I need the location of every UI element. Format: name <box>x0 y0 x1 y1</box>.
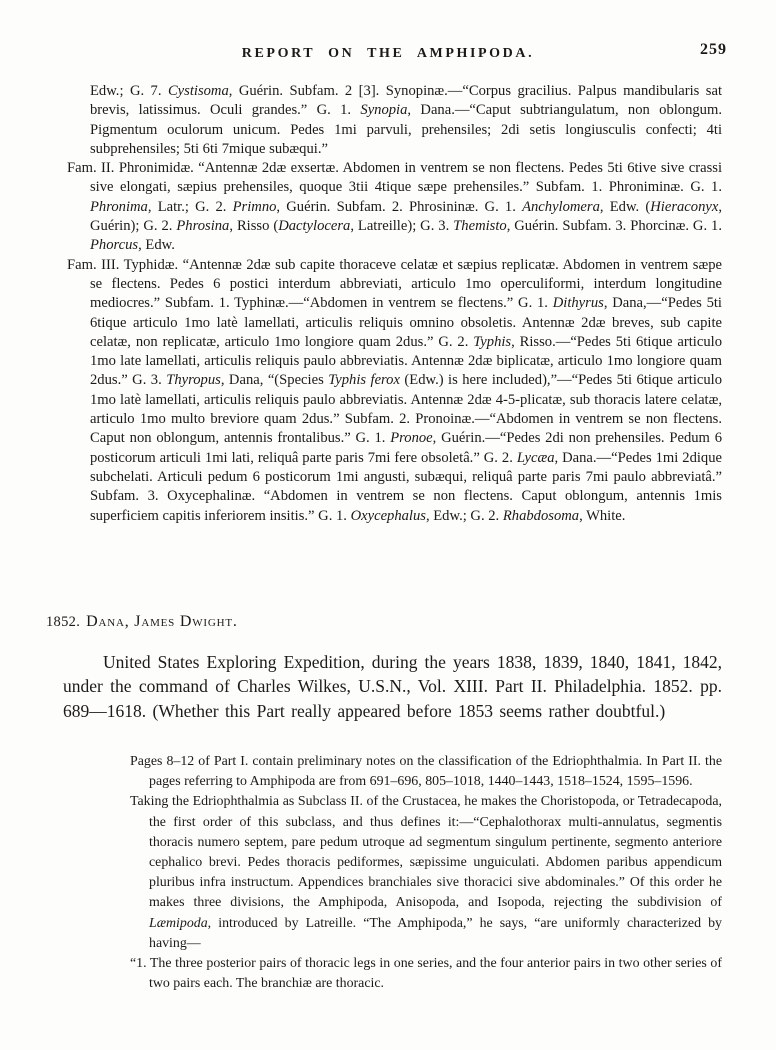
entry-author: Dana, James Dwight. <box>86 613 238 630</box>
synopsis-paragraph-continuation: Edw.; G. 7. Cystisoma, Guérin. Subfam. 2 [3]. Synopinæ.—“Corpus gracilius. Palpus mandibularis sat brevis, latissimus. Oculi grandes.” G. 1. Synopia, Dana.—“Caput subtriangulatum, non oblongum. Pigmentum oculorum unicum. Pedes 1mi parvuli, prehensiles; 2di setis longiusculis confecti; 4ti subprehensiles; 5ti 6ti 7mique subæqui.” <box>90 83 723 157</box>
synopsis-paragraph-fam-2: Fam. II. Phronimidæ. “Antennæ 2dæ exsertæ. Abdomen in ventrem se non flectens. Pedes 5ti 6tive sive crassi sive elongati, sæpius prehensiles, quoque 3tii 4tique sæpe prehensiles.” Subfam. 1. Phroniminæ. G. 1. Phronima, Latr.; G. 2. Primno, Guérin. Subfam. 2. Phrosininæ. G. 1. Anchylomera, Edw. (Hieraconyx, Guérin); G. 2. Phrosina, Risso (Dactylocera, Latreille); G. 3. Themisto, Guérin. Subfam. 3. Phorcinæ. G. 1. Phorcus, Edw. <box>67 160 723 254</box>
page-number: 259 <box>700 41 727 58</box>
running-head <box>0 44 776 62</box>
running-head-title: REPORT ON THE AMPHIPODA. <box>241 46 535 61</box>
citation-paragraph: United States Exploring Expedition, during the years 1838, 1839, 1840, 1841, 1842, under the command of Charles Wilkes, U.S.N., Vol. XIII. Part II. Philadelphia. 1852. pp. 689—1618. (Whether this Part really appeared before 1853 seems rather doubtful.) <box>63 652 722 721</box>
note-paragraph-classification: Taking the Edriophthalmia as Subclass II. of the Crustacea, he makes the Choristopoda, or Tetradecapoda, the first order of this subclass, and thus defines it:—“Cephalothorax multi-annulatus, segmentis thoracis numero septem, pare pedum utroque ad segmentum singulum pertinente, segmento anteriore cephalico brevi. Pedes thoracis pediformes, sæpissime unguiculati. Abdomen paribus appendicum pluribus infra instructum. Appendices branchiales sive thoracici sive abdominales.” Of this order he makes three divisions, the Amphipoda, Anisopoda, and Isopoda, rejecting the subdivision of Læmipoda, introduced by Latreille. “The Amphipoda,” he says, “are uniformly characterized by having— <box>130 794 722 951</box>
synopsis-paragraph-fam-3: Fam. III. Typhidæ. “Antennæ 2dæ sub capite thoraceve celatæ et sæpius replicatæ. Abdomen in ventrem sæpe se flectens. Pedes 6 postici interdum abbreviati, articulo 1mo operculiformi, interdum longitudine mediocres.” Subfam. 1. Typhinæ.—“Abdomen in ventrem se flectens.” G. 1. Dithyrus, Dana,—“Pedes 5ti 6tique articulo 1mo latè lamellati, articulis reliquis omnino obsoletis. Antennæ 2dæ breves, sub capite celatæ, non replicatæ, articulo 1mo longiore quam 2dus.” G. 2. Typhis, Risso.—“Pedes 5ti 6tique articulo 1mo late lamellati, articulis reliquis paulo abbreviatis. Antennæ 2dæ biplicatæ, articulo 1mo longiore quam 2dus.” G. 3. Thyropus, Dana, “(Species Typhis ferox (Edw.) is here included),”—“Pedes 5ti 6tique articulo 1mo latè lamellati, articulis reliquis paulo abbreviatis. Antennæ 2dæ 4-5-plicatæ, sub thoracis latere celatæ, articulo 1mo multo breviore quam 2dus.” Subfam. 2. Pronoinæ.—“Abdomen in ventrem se non flectens. Caput non oblongum, antennis frontalibus.” G. 1. Pronoe, Guérin.—“Pedes 2di non prehensiles. Pedum 6 posticorum articuli 1mi lati, reliquâ parte paris 7mi fere obsoletâ.” G. 2. Lycæa, Dana.—“Pedes 1mi 2dique subchelati. Articuli pedum 6 posticorum 1mi angusti, subæqui, reliquâ parte paris 7mi paulo abbreviatâ.” Subfam. 3. Oxycephalinæ. “Abdomen in ventrem se non flectens. Caput oblongum, antennis 1mis superficiem capitis inferiorem insitis.” G. 1. Oxycephalus, Edw.; G. 2. Rhabdosoma, White. <box>67 256 723 524</box>
bibliography-entry-heading <box>46 613 238 631</box>
note-paragraph-item-1: “1. The three posterior pairs of thoracic legs in one series, and the four anterior pairs in two other series of two pairs each. The branchiæ are thoracic. <box>130 956 722 992</box>
annotation-notes <box>130 752 722 994</box>
entry-year: 1852. <box>46 614 81 630</box>
taxonomic-synopsis-block <box>67 82 723 526</box>
note-paragraph-pages: Pages 8–12 of Part I. contain preliminary notes on the classification of the Edriophthalmia. In Part II. the pages referring to Amphipoda are from 691–696, 805–1018, 1440–1443, 1518–1524, 1595–1596. <box>130 754 722 790</box>
